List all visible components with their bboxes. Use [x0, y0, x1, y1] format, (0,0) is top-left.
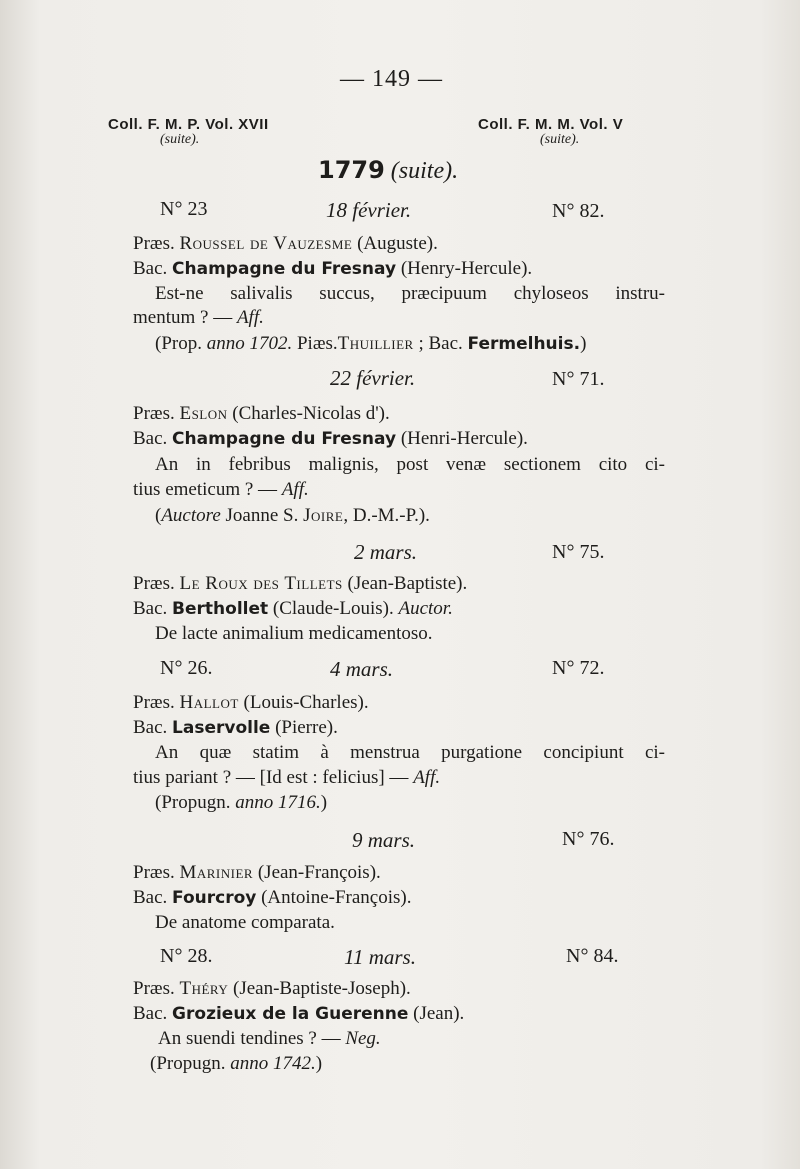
entry-4-bac: Bac. Laservolle (Pierre). [133, 717, 338, 738]
entry-4-thesis-line-2: tius pariant ? — [Id est : felicius] — Aff. [133, 767, 441, 788]
page-number: — 149 — [340, 66, 443, 92]
year-number: 1779 [318, 156, 385, 184]
entry-1-right-number: N° 82. [552, 200, 605, 222]
entry-6-note: (Propugn. anno 1742.) [150, 1053, 323, 1074]
entry-6-left-number: N° 28. [160, 945, 213, 967]
entry-1-left-number: N° 23 [160, 198, 208, 220]
entry-2-bac: Bac. Champagne du Fresnay (Henri-Hercule). [133, 428, 528, 449]
entry-4-right-number: N° 72. [552, 657, 605, 679]
entry-2-thesis-line-1: An in febribus malignis, post venæ sectionem cito ci- [155, 454, 665, 475]
entry-3-right-number: N° 75. [552, 541, 605, 563]
entry-4-date: 4 mars. [330, 657, 394, 681]
entry-6-date: 11 mars. [344, 945, 416, 969]
entry-3-praes: Præs. Le Roux des Tillets (Jean-Baptiste). [133, 573, 468, 594]
collection-right: Coll. F. M. M. Vol. V [478, 116, 624, 133]
entry-3-thesis: De lacte animalium medicamentoso. [155, 623, 433, 644]
entry-6-bac: Bac. Grozieux de la Guerenne (Jean). [133, 1003, 465, 1024]
entry-5-bac: Bac. Fourcroy (Antoine-François). [133, 887, 412, 908]
entry-4-left-number: N° 26. [160, 657, 213, 679]
entry-5-date: 9 mars. [352, 828, 416, 852]
collection-left-suite: (suite). [160, 132, 200, 147]
entry-6-praes: Præs. Théry (Jean-Baptiste-Joseph). [133, 978, 411, 999]
entry-1-praes: Præs. Roussel de Vauzesme (Auguste). [133, 233, 438, 254]
entry-2-praes: Præs. Eslon (Charles-Nicolas d'). [133, 403, 390, 424]
entry-2-thesis-line-2: tius emeticum ? — Aff. [133, 479, 309, 500]
entry-6-thesis: An suendi tendines ? — Neg. [158, 1028, 381, 1049]
entry-1-date: 18 février. [326, 198, 412, 222]
collection-right-suite: (suite). [540, 132, 580, 147]
entry-6-right-number: N° 84. [566, 945, 619, 967]
entry-5-right-number: N° 76. [562, 828, 615, 850]
entry-4-praes: Præs. Hallot (Louis-Charles). [133, 692, 369, 713]
entry-1-thesis-line-2: mentum ? — Aff. [133, 307, 264, 328]
entry-2-right-number: N° 71. [552, 368, 605, 390]
year-heading [318, 156, 458, 185]
year-suite: (suite). [390, 158, 459, 184]
entry-4-thesis-line-1: An quæ statim à menstrua purgatione concipiunt ci- [155, 742, 665, 763]
entry-1-note: (Prop. anno 1702. Piæs.Thuillier ; Bac. Fermelhuis.) [155, 333, 587, 354]
entry-2-date: 22 février. [330, 366, 416, 390]
entry-5-thesis: De anatome comparata. [155, 912, 335, 933]
entry-1-bac: Bac. Champagne du Fresnay (Henry-Hercule). [133, 258, 533, 279]
entry-2-note: (Auctore Joanne S. Joire, D.-M.-P.). [155, 505, 430, 526]
entry-5-praes: Præs. Marinier (Jean-François). [133, 862, 381, 883]
entry-4-note: (Propugn. anno 1716.) [155, 792, 328, 813]
entry-3-date: 2 mars. [354, 540, 418, 564]
entry-1-thesis-line-1: Est-ne salivalis succus, præcipuum chyloseos instru- [155, 283, 665, 304]
entry-3-bac: Bac. Berthollet (Claude-Louis). Auctor. [133, 598, 453, 619]
collection-left: Coll. F. M. P. Vol. XVII [108, 116, 269, 133]
